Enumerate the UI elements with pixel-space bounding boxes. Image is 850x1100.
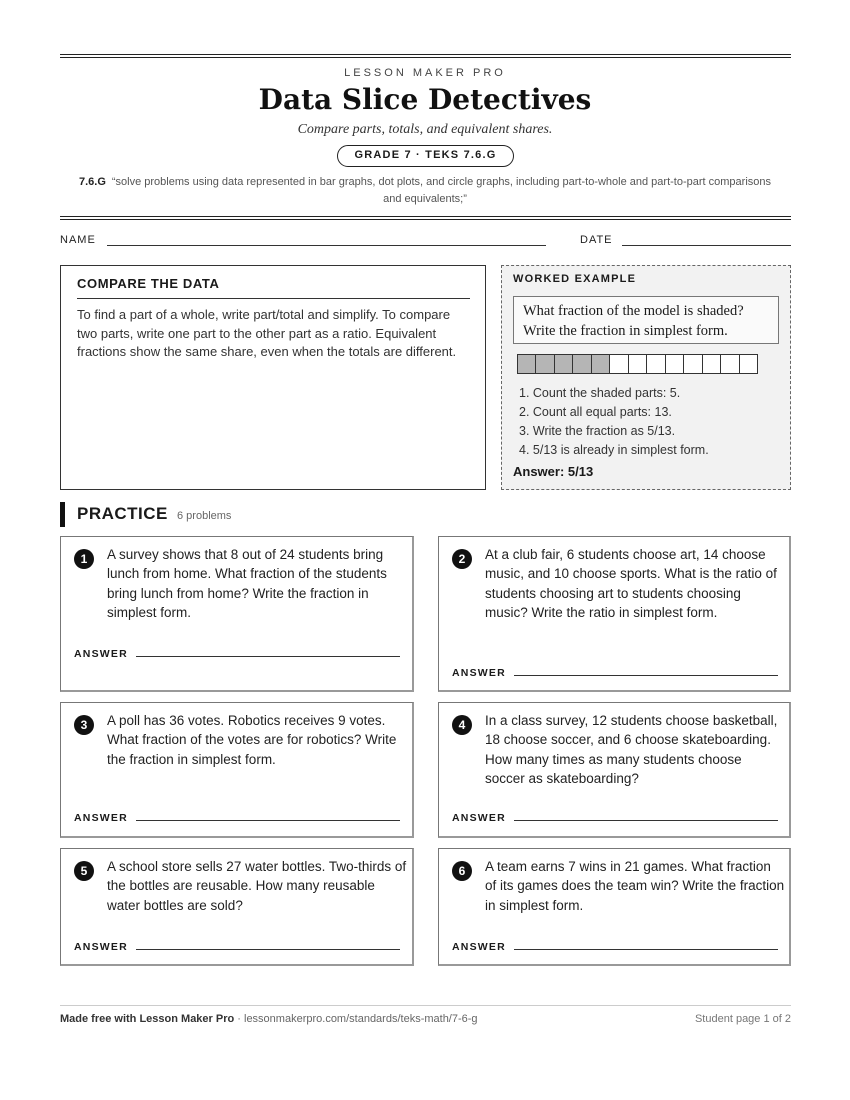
problem-text: A survey shows that 8 out of 24 students bring lunch from home. What fraction of the students bring lunch from home? Write the fraction in simplest form. (107, 547, 387, 620)
answer-label: ANSWER (452, 812, 506, 824)
problem-number: 1 (74, 549, 94, 569)
answer-field[interactable] (136, 820, 400, 821)
footer-page-number: Student page 1 of 2 (694, 1013, 791, 1025)
step-item: 2. Count all equal parts: 13. (519, 405, 672, 419)
answer-field[interactable] (514, 820, 778, 821)
footer-url[interactable]: · lessonmakerpro.com/standards/teks-math/7-6-g (237, 1013, 478, 1025)
header-bottom-rule (60, 216, 791, 220)
name-label: NAME (60, 234, 96, 246)
worked-example-steps (519, 384, 709, 460)
problem-text: At a club fair, 6 students choose art, 14 choose music, and 10 choose sports. What is the ratio of students choosing art to students choosing music? Write the ratio in simplest form. (485, 547, 777, 620)
worked-example-question (513, 296, 779, 344)
model-cell (629, 355, 647, 373)
problem-text: In a class survey, 12 students choose basketball, 18 choose soccer, and 6 choose skateboarding. How many times as many students choose soccer as skateboarding? (485, 713, 778, 786)
fraction-model (517, 354, 758, 374)
standard-text: “solve problems using data represented in bar graphs, dot plots, and circle graphs, including part-to-whole and part-to-part comparisons and equivalents;” (111, 176, 772, 205)
model-cell-shaded (555, 355, 573, 373)
model-cell (610, 355, 628, 373)
header-top-rule (60, 54, 791, 58)
problem-number: 6 (452, 861, 472, 881)
compare-body: To find a part of a whole, write part/total and simplify. To compare two parts, write one part to the other part as a ratio. Equivalent fractions show the same share, even when the totals are different. (77, 307, 457, 359)
compare-heading: COMPARE THE DATA (77, 276, 470, 299)
worksheet-subtitle: Compare parts, totals, and equivalent shares. (297, 122, 553, 137)
practice-accent-bar (60, 502, 65, 527)
standard-code: 7.6.G (78, 176, 106, 188)
name-field[interactable] (107, 245, 546, 246)
problem-number: 3 (74, 715, 94, 735)
worked-example-heading: WORKED EXAMPLE (513, 273, 637, 285)
worked-example-answer: Answer: 5/13 (513, 464, 594, 479)
footer-made-with: Made free with Lesson Maker Pro (60, 1013, 235, 1025)
model-cell (703, 355, 721, 373)
problem-text: A school store sells 27 water bottles. Two-thirds of the bottles are reusable. How many reusable water bottles are sold? (107, 859, 407, 913)
model-cell-shaded (518, 355, 536, 373)
worksheet-title: Data Slice Detectives (258, 83, 592, 116)
model-cell-shaded (592, 355, 610, 373)
answer-field[interactable] (514, 949, 778, 950)
problem-text: A team earns 7 wins in 21 games. What fraction of its games does the team win? Write the fraction in simplest form. (485, 859, 785, 913)
practice-title: PRACTICE (77, 504, 168, 523)
problem-card-5 (60, 848, 414, 966)
date-field[interactable] (622, 245, 791, 246)
answer-label: ANSWER (452, 667, 506, 679)
problem-text: A poll has 36 votes. Robotics receives 9 votes. What fraction of the votes are for robotics? Write the fraction in simplest form. (107, 713, 397, 767)
problem-number: 4 (452, 715, 472, 735)
step-item: 1. Count the shaded parts: 5. (519, 386, 681, 400)
model-cell (721, 355, 739, 373)
practice-count: 6 problems (177, 510, 232, 522)
problem-card-4 (438, 702, 791, 838)
problem-card-2 (438, 536, 791, 692)
answer-label: ANSWER (74, 648, 128, 660)
answer-field[interactable] (136, 949, 400, 950)
answer-field[interactable] (514, 675, 778, 676)
problem-card-6 (438, 848, 791, 966)
question-line-1: What fraction of the model is shaded? (523, 303, 744, 319)
answer-label: ANSWER (74, 941, 128, 953)
step-item: 4. 5/13 is already in simplest form. (519, 443, 709, 457)
worked-example-panel (501, 265, 791, 490)
problem-number: 2 (452, 549, 472, 569)
model-cell-shaded (573, 355, 591, 373)
footer-rule (60, 1005, 791, 1006)
problem-card-3 (60, 702, 414, 838)
problem-number: 5 (74, 861, 94, 881)
grade-badge: GRADE 7 · TEKS 7.6.G (337, 145, 514, 167)
model-cell (684, 355, 702, 373)
compare-the-data-panel (60, 265, 486, 490)
question-line-2: Write the fraction in simplest form. (523, 323, 728, 339)
model-cell (740, 355, 757, 373)
model-cell-shaded (536, 355, 554, 373)
answer-label: ANSWER (452, 941, 506, 953)
model-cell (666, 355, 684, 373)
standard-description (70, 174, 780, 208)
date-label: DATE (580, 234, 613, 246)
footer-credit (60, 1013, 478, 1025)
brand-name: LESSON MAKER PRO (344, 67, 506, 79)
answer-label: ANSWER (74, 812, 128, 824)
answer-field[interactable] (136, 656, 400, 657)
step-item: 3. Write the fraction as 5/13. (519, 424, 676, 438)
problem-card-1 (60, 536, 414, 692)
model-cell (647, 355, 665, 373)
